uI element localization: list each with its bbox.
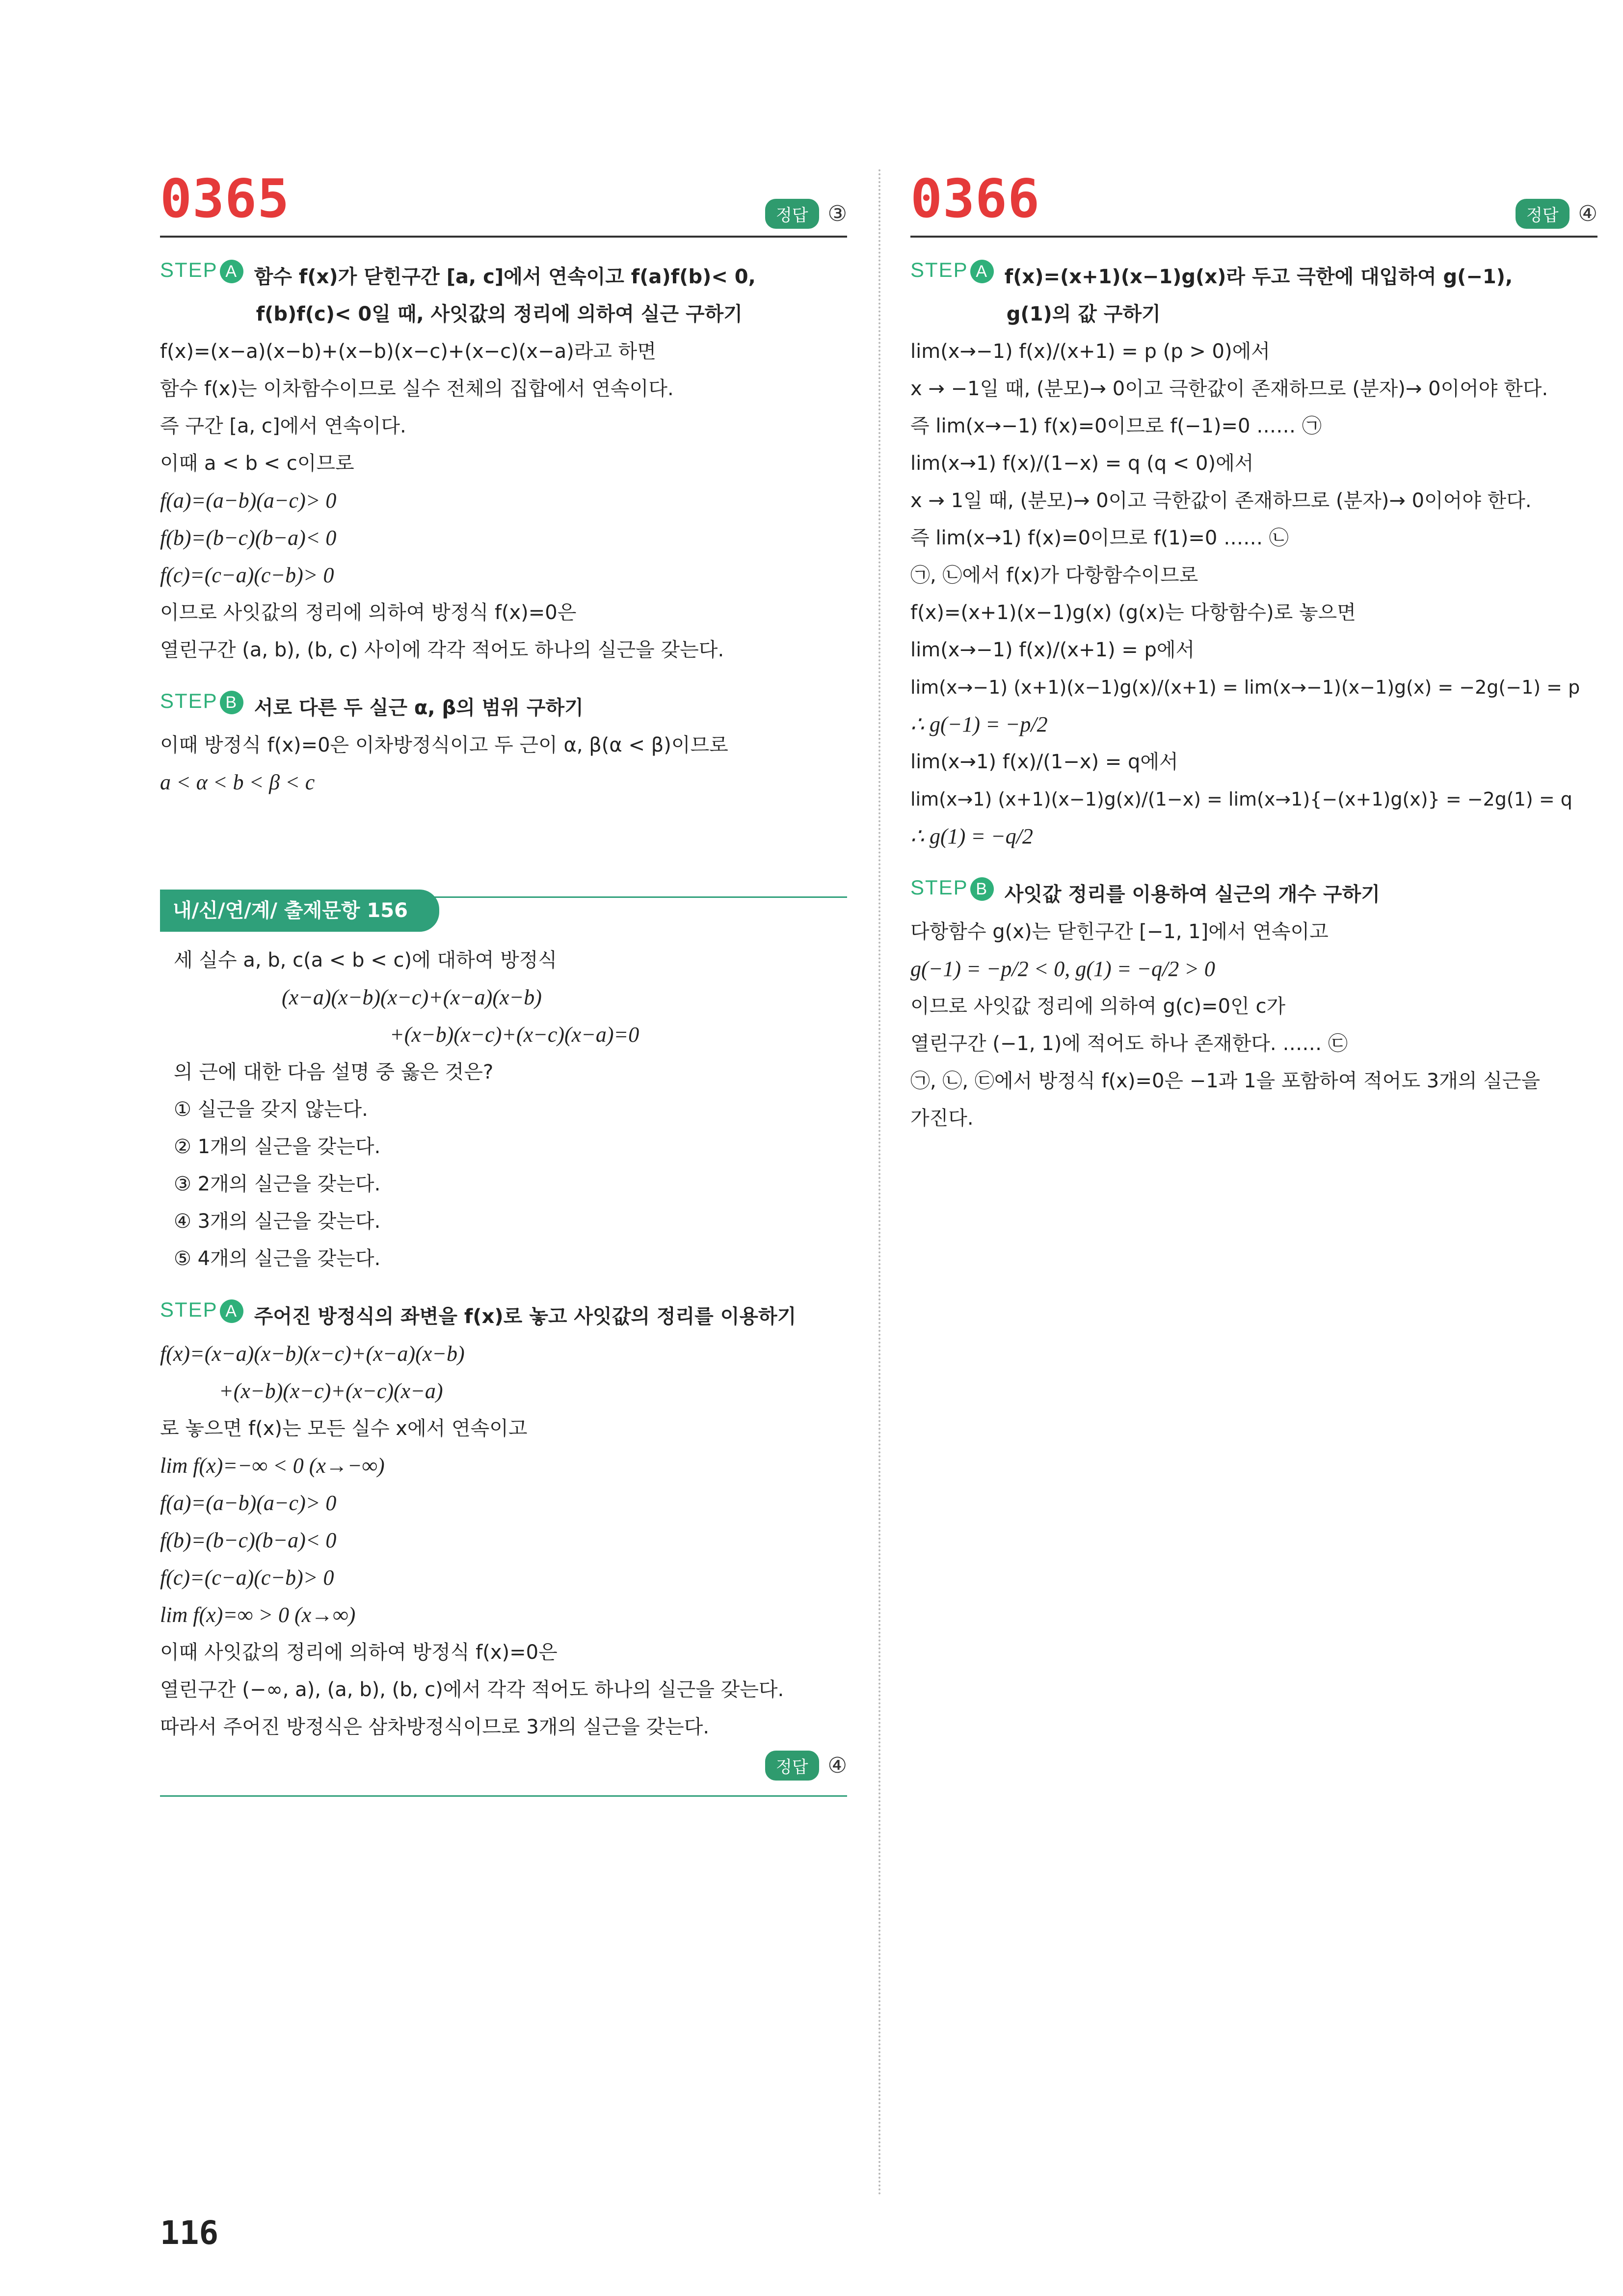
solution-line: 이때 방정식 f(x)=0은 이차방정식이고 두 근이 α, β(α < β)이므로: [160, 734, 728, 756]
solution-line: 이때 a < b < c이므로: [160, 452, 354, 475]
step-title: f(x)=(x+1)(x−1)g(x)라 두고 극한에 대입하여 g(−1), g(1)의 값 구하기: [1004, 266, 1513, 325]
solution-line: lim f(x)=−∞ < 0 (x→−∞): [160, 1454, 385, 1478]
choice-1: ① 실근을 갖지 않는다.: [174, 1098, 368, 1121]
solution-line: f(a)=(a−b)(a−c)> 0: [160, 1491, 337, 1515]
step-title: 사잇값 정리를 이용하여 실근의 개수 구하기: [1004, 883, 1380, 906]
step-title: 주어진 방정식의 좌변을 f(x)로 놓고 사잇값의 정리를 이용하기: [254, 1305, 797, 1328]
answer-value: ④: [1578, 201, 1597, 226]
solution-line: x → 1일 때, (분모)→ 0이고 극한값이 존재하므로 (분자)→ 0이어야 한다.: [910, 489, 1532, 512]
solution-line: ∴ g(−1) = −p/2: [910, 712, 1048, 736]
problem-equation: +(x−b)(x−c)+(x−c)(x−a)=0: [390, 1023, 639, 1047]
solution-line: 열린구간 (−∞, a), (a, b), (b, c)에서 각각 적어도 하나의 실근을 갖는다.: [160, 1678, 784, 1701]
answer-marker: [1516, 199, 1597, 229]
solution-line: 로 놓으면 f(x)는 모든 실수 x에서 연속이고: [160, 1417, 528, 1440]
question-number: 0366: [910, 168, 1040, 230]
solution-line: 이므로 사잇값의 정리에 의하여 방정식 f(x)=0은: [160, 601, 577, 624]
solution-line: 함수 f(x)는 이차함수이므로 실수 전체의 집합에서 연속이다.: [160, 378, 674, 400]
solution-line: lim(x→−1) f(x)/(x+1) = p (p > 0)에서: [910, 340, 1270, 363]
step-label: STEP A: [910, 258, 994, 283]
solution-line: a < α < b < β < c: [160, 770, 315, 794]
step-a: [160, 258, 847, 669]
solution-line: 가진다.: [910, 1107, 974, 1130]
step-badge: A: [970, 260, 994, 283]
solution-line: lim(x→1) f(x)/(1−x) = q (q < 0)에서: [910, 452, 1254, 475]
solution-line: 다항함수 g(x)는 닫힌구간 [−1, 1]에서 연속이고: [910, 920, 1329, 943]
step-badge: A: [220, 1299, 243, 1323]
solution-line: ㉠, ㉡, ㉢에서 방정식 f(x)=0은 −1과 1을 포함하여 적어도 3개의 실근을: [910, 1070, 1541, 1092]
step-badge: B: [970, 877, 994, 901]
solution-line: ㉠, ㉡에서 f(x)가 다항함수이므로: [910, 564, 1198, 587]
question-number: 0365: [160, 168, 290, 230]
solution-line: lim(x→1) f(x)/(1−x) = q에서: [910, 751, 1178, 773]
solution-line: f(b)=(b−c)(b−a)< 0: [160, 1528, 337, 1552]
box-end-rule: [160, 1795, 847, 1797]
step-badge: A: [220, 260, 243, 283]
related-step-a: [160, 1298, 847, 1746]
step-b: [910, 876, 1597, 1137]
related-answer-marker: [160, 1751, 847, 1781]
answer-value: ④: [827, 1753, 847, 1778]
solution-line: 열린구간 (a, b), (b, c) 사이에 각각 적어도 하나의 실근을 갖는다.: [160, 639, 724, 661]
answer-value: ③: [827, 201, 847, 226]
choice-2: ② 1개의 실근을 갖는다.: [174, 1135, 381, 1158]
choice-5: ⑤ 4개의 실근을 갖는다.: [174, 1247, 381, 1270]
solution-line: 열린구간 (−1, 1)에 적어도 하나 존재한다. …… ㉢: [910, 1032, 1348, 1055]
step-label: STEP B: [910, 876, 994, 901]
question-header-0365: [160, 162, 847, 238]
step-title: 함수 f(x)가 닫힌구간 [a, c]에서 연속이고 f(a)f(b)< 0, f(b)f(c)< 0일 때, 사잇값의 정리에 의하여 실근 구하기: [254, 266, 756, 325]
solution-line: f(c)=(c−a)(c−b)> 0: [160, 1566, 334, 1590]
solution-line: f(x)=(x−a)(x−b)(x−c)+(x−a)(x−b): [160, 1342, 465, 1366]
step-label: STEP A: [160, 258, 243, 283]
problem-equation: (x−a)(x−b)(x−c)+(x−a)(x−b): [282, 985, 542, 1009]
related-problem-box: [160, 890, 847, 1797]
choice-4: ④ 3개의 실근을 갖는다.: [174, 1210, 381, 1233]
solution-line: f(b)=(b−c)(b−a)< 0: [160, 526, 337, 550]
choice-3: ③ 2개의 실근을 갖는다.: [174, 1173, 381, 1195]
solution-line: 따라서 주어진 방정식은 삼차방정식이므로 3개의 실근을 갖는다.: [160, 1716, 710, 1738]
solution-line: lim(x→−1) f(x)/(x+1) = p에서: [910, 639, 1195, 661]
step-badge: B: [220, 691, 243, 714]
right-column: [910, 162, 1597, 1137]
problem-line: 의 근에 대한 다음 설명 중 옳은 것은?: [174, 1061, 494, 1083]
solution-line: +(x−b)(x−c)+(x−c)(x−a): [219, 1379, 443, 1403]
related-problem-tab: 내/신/연/계/ 출제문항 156: [160, 890, 439, 932]
solution-line: x → −1일 때, (분모)→ 0이고 극한값이 존재하므로 (분자)→ 0이어야 한다.: [910, 378, 1548, 400]
answer-pill: 정답: [765, 199, 819, 229]
answer-pill: 정답: [765, 1751, 819, 1781]
solution-line: 이때 사잇값의 정리에 의하여 방정식 f(x)=0은: [160, 1641, 558, 1664]
solution-line: lim f(x)=∞ > 0 (x→∞): [160, 1603, 356, 1627]
solution-line: f(a)=(a−b)(a−c)> 0: [160, 488, 337, 513]
left-column: [160, 162, 847, 1797]
solution-line: lim(x→1) (x+1)(x−1)g(x)/(1−x) = lim(x→1){−(x+1)g(x)} = −2g(1) = q: [910, 788, 1572, 810]
answer-pill: 정답: [1516, 199, 1570, 229]
step-title: 서로 다른 두 실근 α, β의 범위 구하기: [254, 697, 584, 719]
question-header-0366: [910, 162, 1597, 238]
solution-line: f(x)=(x−a)(x−b)+(x−b)(x−c)+(x−c)(x−a)라고 하면: [160, 340, 656, 363]
solution-line: ∴ g(1) = −q/2: [910, 824, 1033, 848]
step-a: [910, 258, 1597, 855]
solution-line: 즉 lim(x→1) f(x)=0이므로 f(1)=0 …… ㉡: [910, 527, 1289, 549]
column-divider: [878, 169, 880, 2197]
solution-line: 즉 구간 [a, c]에서 연속이다.: [160, 415, 406, 437]
step-label: STEP A: [160, 1298, 243, 1323]
solution-line: 즉 lim(x→−1) f(x)=0이므로 f(−1)=0 …… ㉠: [910, 415, 1322, 437]
solution-line: f(x)=(x+1)(x−1)g(x) (g(x)는 다항함수)로 놓으면: [910, 601, 1356, 624]
step-label: STEP B: [160, 689, 243, 714]
solution-line: 이므로 사잇값 정리에 의하여 g(c)=0인 c가: [910, 995, 1286, 1018]
problem-line: 세 실수 a, b, c(a < b < c)에 대하여 방정식: [174, 949, 558, 972]
solution-line: lim(x→−1) (x+1)(x−1)g(x)/(x+1) = lim(x→−1)(x−1)g(x) = −2g(−1) = p: [910, 676, 1580, 698]
solution-line: f(c)=(c−a)(c−b)> 0: [160, 563, 334, 587]
page-number: 116: [160, 2214, 219, 2252]
step-b: [160, 689, 847, 801]
answer-marker: [765, 199, 847, 229]
solution-line: g(−1) = −p/2 < 0, g(1) = −q/2 > 0: [910, 957, 1215, 981]
